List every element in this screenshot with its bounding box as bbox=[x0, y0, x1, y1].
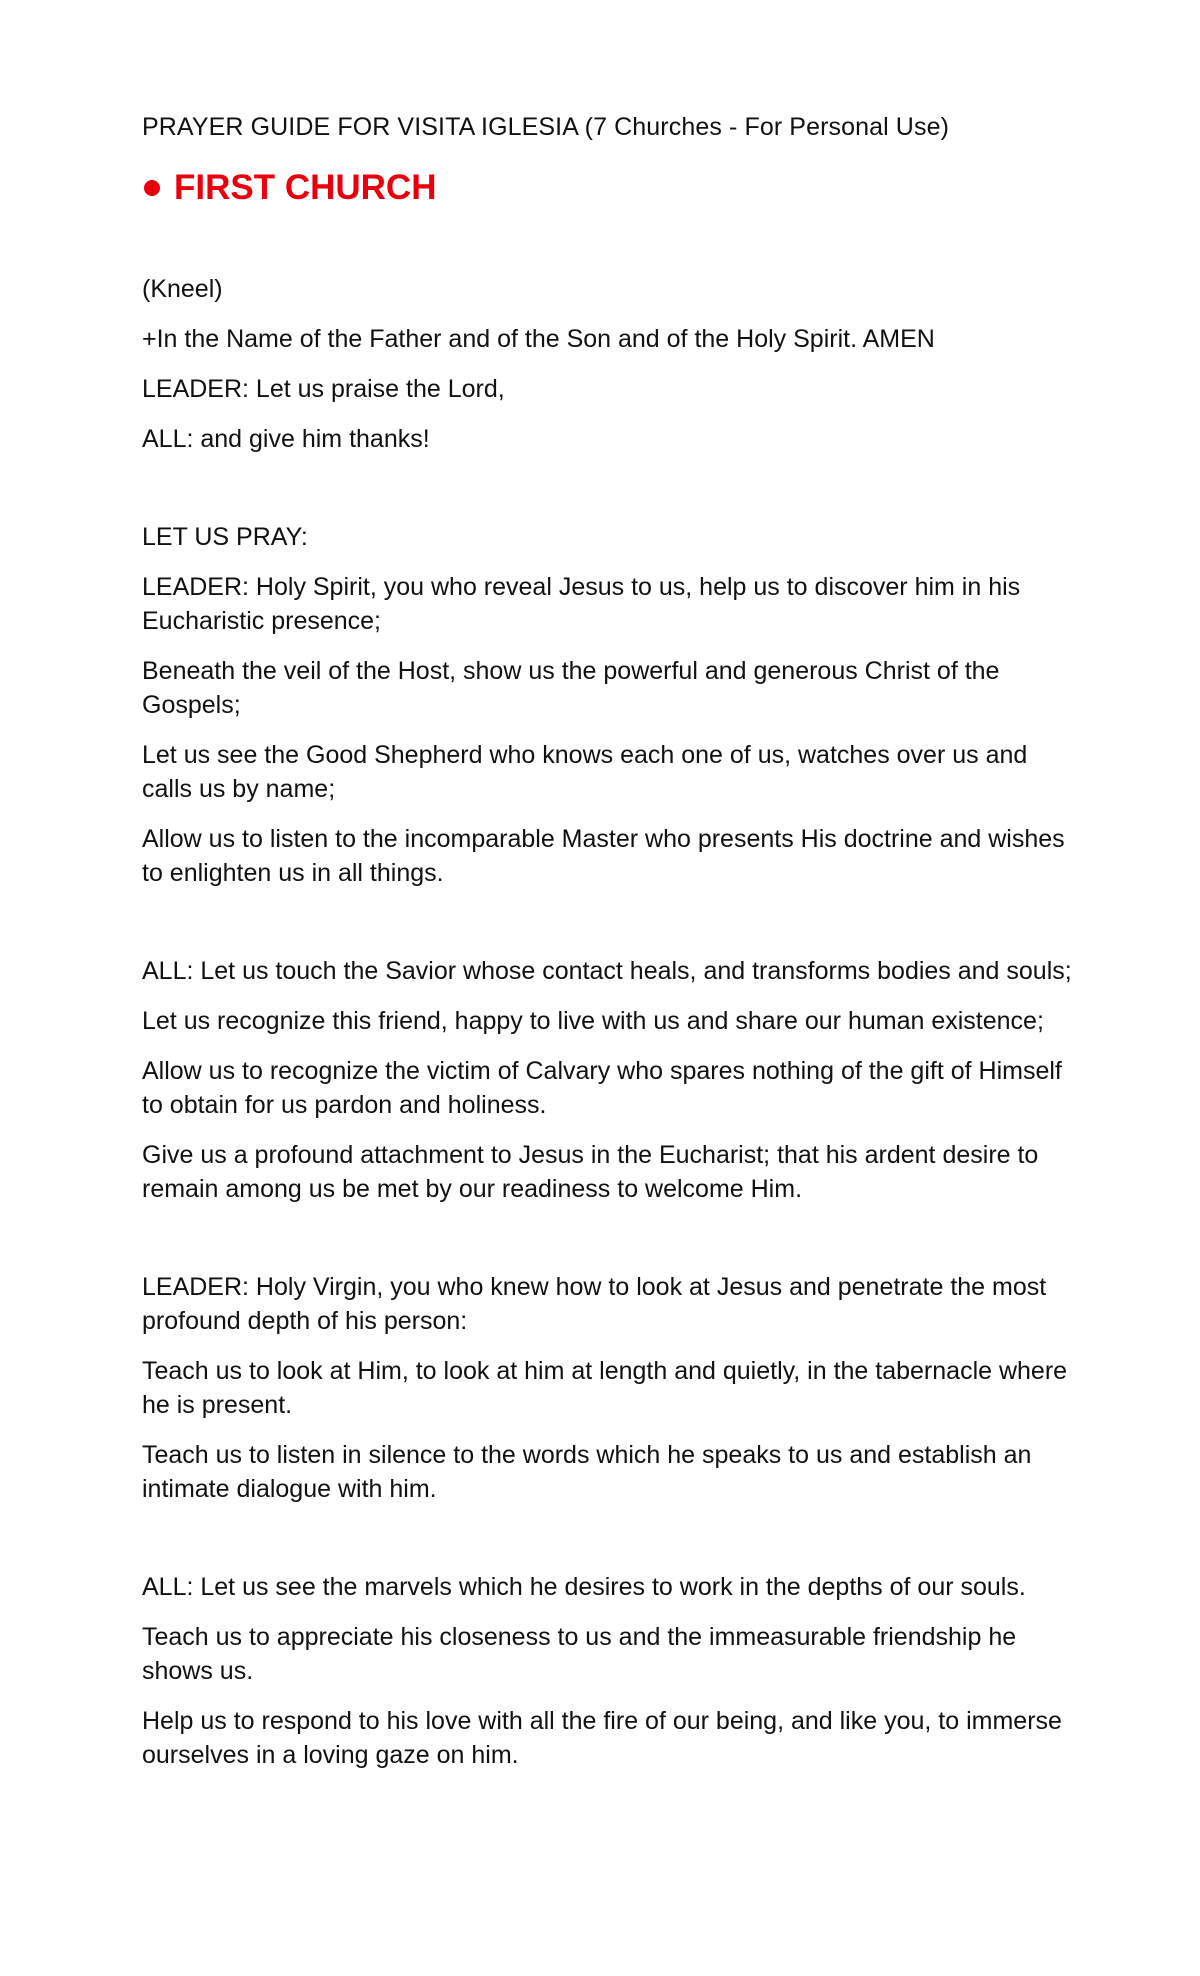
spacer bbox=[142, 906, 1072, 954]
section-heading-text: FIRST CHURCH bbox=[174, 168, 437, 207]
paragraph: Give us a profound attachment to Jesus in the Eucharist; that his ardent desire to remain among us be met by our readiness to welcome Him. bbox=[142, 1141, 1039, 1203]
spacer bbox=[142, 1222, 1072, 1270]
all-response-block-1 bbox=[142, 954, 1072, 1206]
paragraph: Let us see the Good Shepherd who knows each one of us, watches over us and calls us by name; bbox=[142, 741, 1028, 803]
paragraph: Teach us to listen in silence to the words which he speaks to us and establish an intimate dialogue with him. bbox=[142, 1441, 1032, 1503]
paragraph: Help us to respond to his love with all the fire of our being, and like you, to immerse ourselves in a loving gaze on him. bbox=[142, 1707, 1062, 1769]
all-response-block-2 bbox=[142, 1570, 1072, 1772]
paragraph: ALL: Let us touch the Savior whose contact heals, and transforms bodies and souls; bbox=[142, 957, 1072, 985]
paragraph: LEADER: Let us praise the Lord, bbox=[142, 375, 505, 403]
spacer bbox=[142, 472, 1072, 520]
paragraph: ALL: and give him thanks! bbox=[142, 425, 430, 453]
leader-block-2 bbox=[142, 1270, 1072, 1506]
paragraph: Let us recognize this friend, happy to live with us and share our human existence; bbox=[142, 1007, 1044, 1035]
paragraph: Allow us to listen to the incomparable Master who presents His doctrine and wishes to enlighten us in all things. bbox=[142, 825, 1065, 887]
spacer bbox=[142, 1522, 1072, 1570]
paragraph: LEADER: Holy Virgin, you who knew how to look at Jesus and penetrate the most profound depth of his person: bbox=[142, 1273, 1047, 1335]
paragraph: Teach us to look at Him, to look at him at length and quietly, in the tabernacle where he is present. bbox=[142, 1357, 1068, 1419]
paragraph: LET US PRAY: bbox=[142, 523, 308, 551]
paragraph: ALL: Let us see the marvels which he desires to work in the depths of our souls. bbox=[142, 1573, 1026, 1601]
paragraph: LEADER: Holy Spirit, you who reveal Jesus to us, help us to discover him in his Eucharistic presence; bbox=[142, 573, 1021, 635]
paragraph: Teach us to appreciate his closeness to us and the immeasurable friendship he shows us. bbox=[142, 1623, 1017, 1685]
let-us-pray-block bbox=[142, 520, 1072, 890]
document-title: PRAYER GUIDE FOR VISITA IGLESIA (7 Churches - For Personal Use) bbox=[142, 113, 949, 141]
section-heading-first-church bbox=[142, 166, 1072, 210]
paragraph: Allow us to recognize the victim of Calvary who spares nothing of the gift of Himself to obtain for us pardon and holiness. bbox=[142, 1057, 1062, 1119]
paragraph: (Kneel) bbox=[142, 275, 223, 303]
document-page bbox=[142, 110, 1072, 1788]
paragraph: Beneath the veil of the Host, show us the powerful and generous Christ of the Gospels; bbox=[142, 657, 1000, 719]
bullet-icon bbox=[144, 180, 160, 196]
opening-block bbox=[142, 272, 1072, 456]
paragraph: +In the Name of the Father and of the Son and of the Holy Spirit. AMEN bbox=[142, 325, 935, 353]
